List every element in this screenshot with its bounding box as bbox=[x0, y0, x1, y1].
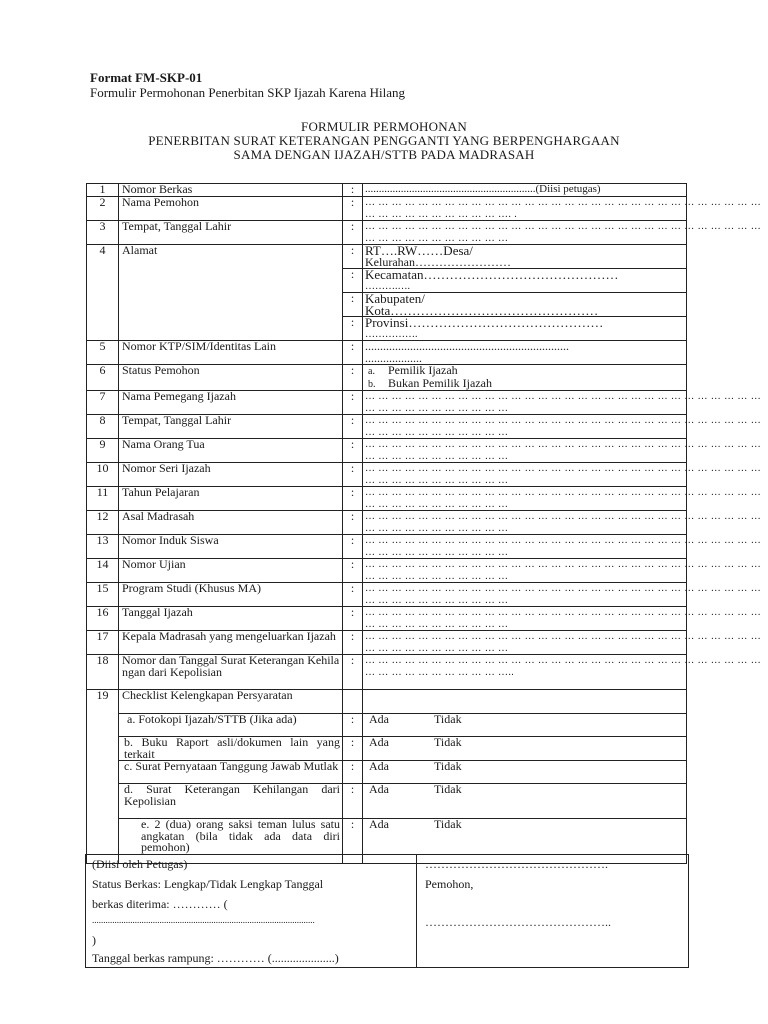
colon: : bbox=[343, 269, 363, 293]
document-title bbox=[0, 120, 768, 162]
row-label-tempat-tanggal-lahir: Tempat, Tanggal Lahir bbox=[119, 221, 343, 245]
dotted-line: … … … … … … … … … … … … … … … … … … … … … … … … … … … … … … bbox=[365, 487, 762, 498]
tanggal-diterima-field[interactable]: berkas diterima: ………… ( bbox=[92, 897, 228, 911]
row-label-nama-orang-tua: Nama Orang Tua bbox=[119, 439, 343, 463]
colon: : bbox=[343, 535, 363, 559]
ada-option[interactable]: Ada bbox=[369, 712, 389, 726]
checklist-item-label: e. 2 (dua) orang saksi teman lulus satu angkatan (bila tidak ada data diri pemohon) bbox=[119, 819, 343, 864]
nama-pemohon-field[interactable] bbox=[363, 197, 762, 221]
row-number: 10 bbox=[87, 463, 119, 487]
table-row bbox=[87, 415, 687, 439]
dotted-line: … … … … … … … … … … … … … … … … … … … … … … … … … … … … … … bbox=[365, 463, 762, 474]
nomor-induk-siswa-field[interactable] bbox=[363, 535, 762, 559]
row-label-surat-kehilangan: Nomor dan Tanggal Surat Keterangan Kehilangan dari Kepolisian bbox=[119, 655, 343, 690]
colon: : bbox=[343, 655, 363, 690]
row-label-tahun-pelajaran: Tahun Pelajaran bbox=[119, 487, 343, 511]
alamat-kabupaten-field[interactable] bbox=[363, 293, 687, 317]
dotted-line: … … … … … … … … … … … bbox=[365, 570, 509, 582]
row-label-tanggal-ijazah: Tanggal Ijazah bbox=[119, 607, 343, 631]
surat-kehilangan-field[interactable] bbox=[363, 655, 762, 690]
row-label-nomor-seri-ijazah: Nomor Seri Ijazah bbox=[119, 463, 343, 487]
application-form-table bbox=[86, 182, 762, 864]
colon: : bbox=[343, 714, 363, 737]
colon: : bbox=[343, 341, 363, 365]
petugas-section bbox=[86, 855, 417, 967]
tidak-option[interactable]: Tidak bbox=[434, 817, 462, 831]
dotted-line: … … … … … … … … … … … … … … … … … … … … … … … … … … … … … … bbox=[365, 391, 762, 402]
colon: : bbox=[343, 439, 363, 463]
tidak-option[interactable]: Tidak bbox=[434, 735, 462, 749]
dotted-line: … … … … … … … … … … ….. bbox=[365, 666, 515, 678]
option-label: Pemilik Ijazah bbox=[388, 363, 458, 377]
table-row bbox=[87, 535, 687, 559]
checklist-options bbox=[363, 714, 687, 737]
row-number: 16 bbox=[87, 607, 119, 631]
row-number: 13 bbox=[87, 535, 119, 559]
checklist-options bbox=[363, 737, 687, 761]
nama-orang-tua-field[interactable] bbox=[363, 439, 762, 463]
empty-cell bbox=[343, 690, 363, 714]
row-number: 3 bbox=[87, 221, 119, 245]
address-line: Kota………………………………………… bbox=[365, 302, 599, 318]
colon: : bbox=[343, 415, 363, 439]
option-bukan-pemilik-ijazah[interactable] bbox=[365, 375, 684, 391]
row-label-kepala-madrasah: Kepala Madrasah yang mengeluarkan Ijazah bbox=[119, 631, 343, 655]
address-line: Provinsi……………………………………… bbox=[365, 315, 604, 330]
alamat-provinsi-field[interactable] bbox=[363, 317, 687, 341]
tidak-option[interactable]: Tidak bbox=[434, 782, 462, 796]
table-row bbox=[87, 365, 687, 391]
row-number: 17 bbox=[87, 631, 119, 655]
address-line: RT….RW……Desa/ bbox=[365, 243, 473, 258]
row-number: 1 bbox=[87, 184, 119, 197]
checklist-item-label: d. Surat Keterangan Kehilangan dari Kepolisian bbox=[119, 784, 343, 819]
row-label-nomor-ktp: Nomor KTP/SIM/Identitas Lain bbox=[119, 341, 343, 365]
table-row bbox=[87, 655, 687, 690]
row-label-status-pemohon: Status Pemohon bbox=[119, 365, 343, 391]
row-label-tempat-tanggal-lahir-pemegang: Tempat, Tanggal Lahir bbox=[119, 415, 343, 439]
option-marker: b. bbox=[368, 378, 376, 390]
checklist-row bbox=[87, 737, 687, 761]
pemohon-label: Pemohon, bbox=[425, 877, 474, 891]
address-line: Kecamatan……………………………………… bbox=[365, 267, 619, 282]
row-label-program-studi: Program Studi (Khusus MA) bbox=[119, 583, 343, 607]
checklist-row bbox=[87, 784, 687, 819]
status-pemohon-options bbox=[363, 365, 687, 391]
colon: : bbox=[343, 365, 363, 391]
tempat-tanggal-lahir-field[interactable] bbox=[363, 221, 762, 245]
row-number: 12 bbox=[87, 511, 119, 535]
dotted-line: … … … … … … … … … … … bbox=[365, 594, 509, 606]
colon: : bbox=[343, 221, 363, 245]
dotted-line: … … … … … … … … … … … … … … … … … … … … … … … … … … … … … … bbox=[365, 221, 762, 232]
ada-option[interactable]: Ada bbox=[369, 759, 389, 773]
checklist-item-label: a. Fotokopi Ijazah/STTB (Jika ada) bbox=[119, 714, 343, 737]
dotted-line: … … … … … … … … … … … bbox=[365, 232, 509, 244]
ada-option[interactable]: Ada bbox=[369, 782, 389, 796]
row-number: 11 bbox=[87, 487, 119, 511]
program-studi-field[interactable] bbox=[363, 583, 762, 607]
row-number: 8 bbox=[87, 415, 119, 439]
nama-pemegang-ijazah-field[interactable] bbox=[363, 391, 762, 415]
dotted-line: … … … … … … … … … … … bbox=[365, 546, 509, 558]
dotted-line: ................................................................................................... bbox=[92, 915, 315, 925]
colon: : bbox=[343, 245, 363, 269]
table-row bbox=[87, 439, 687, 463]
kepala-madrasah-field[interactable] bbox=[363, 631, 762, 655]
title-line-3: SAMA DENGAN IJAZAH/STTB PADA MADRASAH bbox=[233, 147, 535, 162]
colon: : bbox=[343, 631, 363, 655]
colon: : bbox=[343, 391, 363, 415]
dotted-line: … … … … … … … … … … … bbox=[365, 474, 509, 486]
option-label: Bukan Pemilik Ijazah bbox=[388, 375, 492, 390]
row-number: 15 bbox=[87, 583, 119, 607]
verification-box bbox=[85, 854, 689, 968]
table-row bbox=[87, 197, 687, 221]
dotted-line: … … … … … … … … … … … … … … … … … … … … … … … … … … … … … … bbox=[365, 583, 762, 594]
table-row bbox=[87, 245, 687, 269]
address-line: Kelurahan…………………… bbox=[365, 254, 511, 269]
colon: : bbox=[343, 293, 363, 317]
address-line: Kabupaten/ bbox=[365, 291, 425, 306]
row-label-alamat: Alamat bbox=[119, 245, 343, 341]
alamat-kecamatan-field[interactable] bbox=[363, 269, 687, 293]
dotted-line: ................... bbox=[365, 350, 422, 365]
dotted-line: … … … … … … … … … … … bbox=[365, 498, 509, 510]
row-label-nomor-ujian: Nomor Ujian bbox=[119, 559, 343, 583]
nomor-seri-ijazah-field[interactable] bbox=[363, 463, 762, 487]
alamat-rt-rw-field[interactable] bbox=[363, 245, 687, 269]
date-place-line[interactable]: ………………………………………. bbox=[425, 857, 608, 871]
dotted-line: … … … … … … … … … … … … … … … … … … … … … … … … … … … … … … bbox=[365, 197, 762, 208]
tempat-tanggal-lahir-pemegang-field[interactable] bbox=[363, 415, 762, 439]
checklist-options bbox=[363, 761, 687, 784]
dotted-line: … … … … … … … … … … … bbox=[365, 522, 509, 534]
dotted-line: … … … … … … … … … … … … … … … … … … … … … … … … … … … … … … bbox=[365, 535, 762, 546]
row-number: 14 bbox=[87, 559, 119, 583]
dotted-line: … … … … … … … … … … … … … … … … … … … … … … … … … … … … … … bbox=[365, 607, 762, 618]
colon: : bbox=[343, 607, 363, 631]
colon: : bbox=[343, 463, 363, 487]
row-number: 2 bbox=[87, 197, 119, 221]
status-berkas-label: Status Berkas: Lengkap/Tidak Lengkap Tanggal bbox=[92, 877, 324, 891]
dotted-line: … … … … … … … … … … … … … … … … … … … … … … … … … … … … … … bbox=[365, 655, 762, 666]
colon: : bbox=[343, 784, 363, 819]
colon: : bbox=[343, 583, 363, 607]
table-row bbox=[87, 631, 687, 655]
colon: : bbox=[343, 559, 363, 583]
pemohon-section bbox=[417, 855, 687, 967]
checklist-row bbox=[87, 761, 687, 784]
row-number: 18 bbox=[87, 655, 119, 690]
dotted-line: … … … … … … … … … … … bbox=[365, 618, 509, 630]
ada-option[interactable]: Ada bbox=[369, 735, 389, 749]
form-code: Format FM-SKP-01 bbox=[90, 70, 203, 85]
dotted-line: … … … … … … … … … … … … … … … … … … … … … … … … … … … … … … bbox=[365, 559, 762, 570]
checklist-row bbox=[87, 714, 687, 737]
table-row bbox=[87, 690, 687, 714]
checklist-item-label: b. Buku Raport asli/dokumen lain yang terkait bbox=[119, 737, 343, 761]
tanggal-ijazah-field[interactable] bbox=[363, 607, 762, 631]
dotted-line: … … … … … … … … … … … bbox=[365, 402, 509, 414]
table-row bbox=[87, 341, 687, 365]
address-line: ……….…. bbox=[365, 280, 410, 292]
tanggal-rampung-field[interactable]: Tanggal berkas rampung: ………… (.....................) bbox=[92, 951, 339, 965]
colon: : bbox=[343, 197, 363, 221]
checklist-item-label: c. Surat Pernyataan Tanggung Jawab Mutlak bbox=[119, 761, 343, 784]
table-row bbox=[87, 607, 687, 631]
row-number: 19 bbox=[87, 690, 119, 864]
table-row bbox=[87, 487, 687, 511]
colon: : bbox=[343, 184, 363, 197]
colon: : bbox=[343, 819, 363, 864]
form-subtitle: Formulir Permohonan Penerbitan SKP Ijazah Karena Hilang bbox=[90, 85, 406, 100]
ada-option[interactable]: Ada bbox=[369, 817, 389, 831]
colon: : bbox=[343, 511, 363, 535]
row-number: 5 bbox=[87, 341, 119, 365]
option-marker: a. bbox=[368, 366, 375, 377]
table-row bbox=[87, 511, 687, 535]
row-label-asal-madrasah: Asal Madrasah bbox=[119, 511, 343, 535]
tidak-option[interactable]: Tidak bbox=[434, 712, 462, 726]
row-number: 7 bbox=[87, 391, 119, 415]
title-line-2: PENERBITAN SURAT KETERANGAN PENGGANTI YANG BERPENGHARGAAN bbox=[148, 133, 620, 148]
row-number: 6 bbox=[87, 365, 119, 391]
dotted-line: … … … … … … … … … … … bbox=[365, 642, 509, 654]
nomor-ujian-field[interactable] bbox=[363, 559, 762, 583]
row-number: 9 bbox=[87, 439, 119, 463]
checklist-options bbox=[363, 784, 687, 819]
tidak-option[interactable]: Tidak bbox=[434, 759, 462, 773]
row-number: 4 bbox=[87, 245, 119, 341]
colon: : bbox=[343, 487, 363, 511]
dotted-line: … … … … … … … … … … … … … … … … … … … … … … … … … … … … … … bbox=[365, 631, 762, 642]
document-header bbox=[90, 70, 405, 100]
table-row bbox=[87, 391, 687, 415]
table-row bbox=[87, 221, 687, 245]
tahun-pelajaran-field[interactable] bbox=[363, 487, 762, 511]
colon: : bbox=[343, 761, 363, 784]
dotted-line: … … … … … … … … … … … … … … … … … … … … … … … … … … … … … … bbox=[365, 439, 762, 450]
signature-line[interactable]: ……………………………………….. bbox=[425, 915, 611, 929]
nomor-ktp-field[interactable] bbox=[363, 341, 687, 365]
row-label-nomor-induk-siswa: Nomor Induk Siswa bbox=[119, 535, 343, 559]
row-label-nomor-berkas: Nomor Berkas bbox=[119, 184, 343, 197]
petugas-note: (Diisi oleh Petugas) bbox=[92, 857, 188, 871]
closing-paren: ) bbox=[92, 933, 96, 947]
dotted-line: … … … … … … … … … … … … … … … … … … … … … … … … … … … … … … bbox=[365, 415, 762, 426]
title-line-1: FORMULIR PERMOHONAN bbox=[301, 119, 467, 134]
dotted-line: … … … … … … … … … … … bbox=[365, 426, 509, 438]
dotted-line: … … … … … … … … … … … bbox=[365, 450, 509, 462]
address-line: ……………. bbox=[365, 328, 418, 340]
table-row bbox=[87, 583, 687, 607]
table-row bbox=[87, 559, 687, 583]
dotted-line: … … … … … … … … … … …. . bbox=[365, 208, 518, 220]
empty-cell bbox=[363, 690, 687, 714]
dotted-line: .................................................................... bbox=[365, 339, 569, 353]
table-row bbox=[87, 463, 687, 487]
nomor-berkas-field[interactable]: ..............................................................(Diisi petugas) bbox=[363, 184, 687, 197]
colon: : bbox=[343, 317, 363, 341]
row-label-checklist: Checklist Kelengkapan Persyaratan bbox=[119, 690, 343, 714]
row-label-nama-pemohon: Nama Pemohon bbox=[119, 197, 343, 221]
asal-madrasah-field[interactable] bbox=[363, 511, 762, 535]
row-label-nama-pemegang-ijazah: Nama Pemegang Ijazah bbox=[119, 391, 343, 415]
colon: : bbox=[343, 737, 363, 761]
dotted-line: … … … … … … … … … … … … … … … … … … … … … … … … … … … … … … bbox=[365, 511, 762, 522]
